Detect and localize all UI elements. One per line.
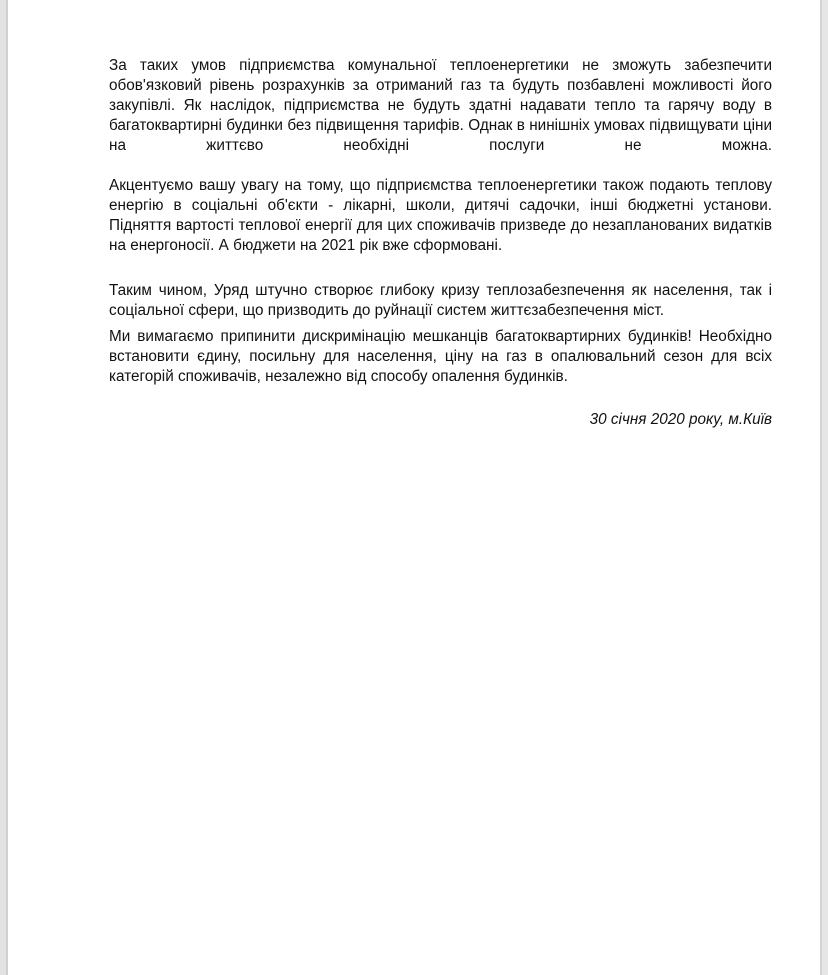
paragraph-demand: Ми вимагаємо припинити дискримінацію мешканців багатоквартирних будинків! Необхідно встановити єдину, посильну для населення, ціну на газ в опалювальний сезон для всіх категорій споживачів, незалежно від способу опалення будинків.: [109, 328, 772, 385]
paragraph-heating-enterprises: За таких умов підприємства комунальної теплоенергетики не зможуть забезпечити обов'язковий рівень розрахунків за отриманий газ та будуть позбавлені можливості його закупівлі. Як наслідок, підприємства не будуть здатні надавати тепло та гарячу воду в багатоквартирні будинки без підвищення тарифів. Однак в нинішніх умовах підвищувати ціни на життєво необхідні послуги не можна.: [109, 57, 772, 154]
paragraph-crisis: Таким чином, Уряд штучно створює глибоку кризу теплозабезпечення як населення, так і соціальної сфери, що призводить до руйнації систем життєзабезпечення міст.: [109, 282, 772, 319]
paragraph-social-objects: Акцентуємо вашу увагу на тому, що підприємства теплоенергетики також подають теплову енергію в соціальні об'єкти - лікарні, школи, дитячі садочки, інші бюджетні установи. Підняття вартості теплової енергії для цих споживачів призведе до незапланованих видатків на енергоносії. А бюджети на 2021 рік вже сформовані.: [109, 177, 772, 254]
date-place-signature: 30 січня 2020 року, м.Київ: [589, 411, 772, 428]
